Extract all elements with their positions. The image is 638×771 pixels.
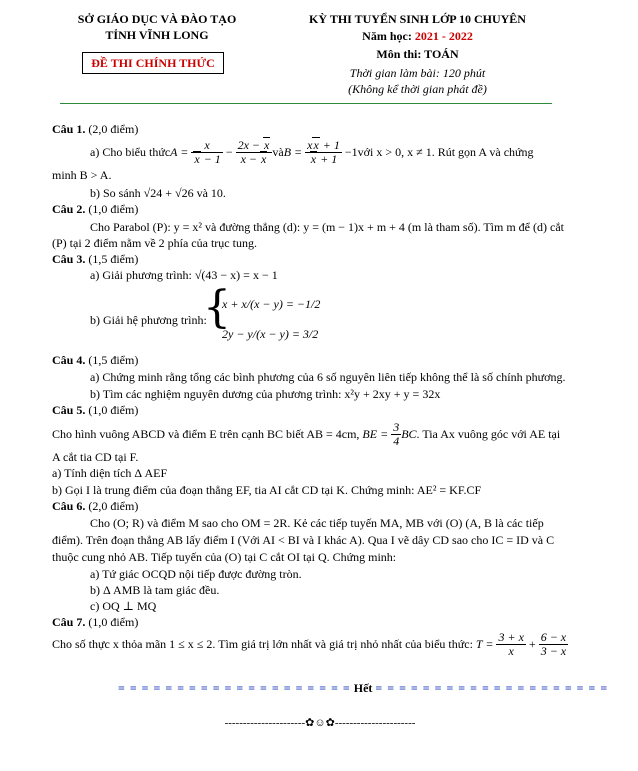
q4-heading: Câu 4. (1,5 điểm): [52, 353, 139, 367]
q1-part-a-cont: minh B > A.: [52, 168, 112, 182]
q1-heading: Câu 1. (2,0 điểm): [52, 122, 139, 136]
q5-part-b: b) Gọi I là trung điểm của đoạn thẳng EF, tia AI cắt CD tại K. Chứng minh: AE² = KF.CF: [52, 483, 482, 497]
q3-equation-2: 2y − y/(x − y) = 3/2: [222, 327, 319, 341]
q2-line1: Cho Parabol (P): y = x² và đường thẳng (d): y = (m − 1)x + m + 4 (m là tham số). Tìm m để (d) cắt: [90, 220, 564, 234]
q4-part-a: a) Chứng minh rằng tổng các bình phương của 6 số nguyên liên tiếp không thể là số chính phương.: [90, 370, 566, 384]
q5-line2: A cắt tia CD tại F.: [52, 450, 139, 464]
q5-heading: Câu 5. (1,0 điểm): [52, 403, 139, 417]
department-title: SỞ GIÁO DỤC VÀ ĐÀO TẠO: [77, 12, 237, 26]
q7-heading: Câu 7. (1,0 điểm): [52, 615, 139, 629]
year-value: 2021 - 2022: [414, 29, 473, 43]
q6-part-a: a) Tứ giác OCQD nội tiếp được đường tròn.: [90, 567, 302, 581]
q6-line3: thuộc cung nhỏ AB. Tiếp tuyến của (O) tại C cắt OI tại Q. Chứng minh:: [52, 550, 397, 564]
q5-part-a: a) Tính diện tích Δ AEF: [52, 466, 168, 480]
q2-line2: (P) tại 2 điểm nằm về 2 phía của trục tung.: [52, 236, 257, 250]
q2-heading: Câu 2. (1,0 điểm): [52, 202, 139, 216]
q7-line1: Cho số thực x thỏa mãn 1 ≤ x ≤ 2. Tìm giá trị lớn nhất và giá trị nhỏ nhất của biểu thức: T = $\frac{3 + x}{x}$ + $\frac{6 - x}{3 - x}$: [52, 629, 567, 658]
q3-part-b: b) Giải hệ phương trình:: [90, 313, 207, 327]
q6-line2: điểm). Trên đoạn thẳng AB lấy điểm I (Với AI < BI và I khác A). Qua I vẽ dây CD sao cho IC = ID và C: [52, 533, 555, 547]
q3-heading: Câu 3. (1,5 điểm): [52, 252, 139, 266]
ornament-dashes-right: ----------------------: [334, 717, 416, 729]
exam-title: KỲ THI TUYỂN SINH LỚP 10 CHUYÊN: [309, 12, 526, 26]
year-label: Năm học:: [362, 29, 415, 43]
time-note: (Không kể thời gian phát đề): [348, 82, 487, 96]
q6-part-b: b) Δ AMB là tam giác đều.: [90, 583, 220, 597]
q1-part-b: b) So sánh √24 + √26 và 10.: [90, 186, 226, 200]
ornament-icon: ✿☺✿: [305, 717, 335, 729]
system-brace: {: [203, 282, 231, 333]
q6-part-c: c) OQ ⊥ MQ: [90, 599, 157, 613]
province-title: TỈNH VĨNH LONG: [105, 28, 209, 42]
q3-equation-1: x + x/(x − y) = −1/2: [222, 297, 321, 311]
end-marker: [118, 681, 609, 696]
q6-line1: Cho (O; R) và điểm M sao cho OM = 2R. Kẻ các tiếp tuyến MA, MB với (O) (A, B là các tiếp: [90, 516, 544, 530]
q3-part-a: a) Giải phương trình: √(43 − x) = x − 1: [90, 268, 278, 282]
q5-line1: Cho hình vuông ABCD và điểm E trên cạnh BC biết AB = 4cm, BE = $\frac{3}{4}$ BC . Tia Ax vuông góc với AE tại: [52, 419, 561, 448]
official-exam-badge: ĐỀ THI CHÍNH THỨC: [82, 52, 224, 74]
school-year: [285, 29, 550, 44]
end-dashes-left: = = = = = = = = = = = = = = = = = = = =: [118, 681, 351, 695]
bottom-ornament: [200, 716, 440, 729]
q6-heading: Câu 6. (2,0 điểm): [52, 499, 139, 513]
header-divider: [60, 103, 552, 104]
ornament-dashes-left: ----------------------: [224, 717, 306, 729]
end-label: Hết: [353, 681, 373, 695]
q4-part-b: b) Tìm các nghiệm nguyên dương của phương trình: x²y + 2xy + y = 32x: [90, 387, 441, 401]
q1-part-a: a) Cho biểu thức A = $\frac{x}{x - 1}$ − $\frac{2x - x}{x - x}$ và B = $\frac{xx + 1}{x + 1}$ −1 với x > 0, x ≠ 1. Rút gọn A và chứng: [90, 137, 534, 166]
time-limit: Thời gian làm bài: 120 phút: [349, 66, 486, 80]
subject: Môn thi: TOÁN: [376, 47, 459, 61]
end-dashes-right: = = = = = = = = = = = = = = = = = = = =: [375, 681, 609, 695]
